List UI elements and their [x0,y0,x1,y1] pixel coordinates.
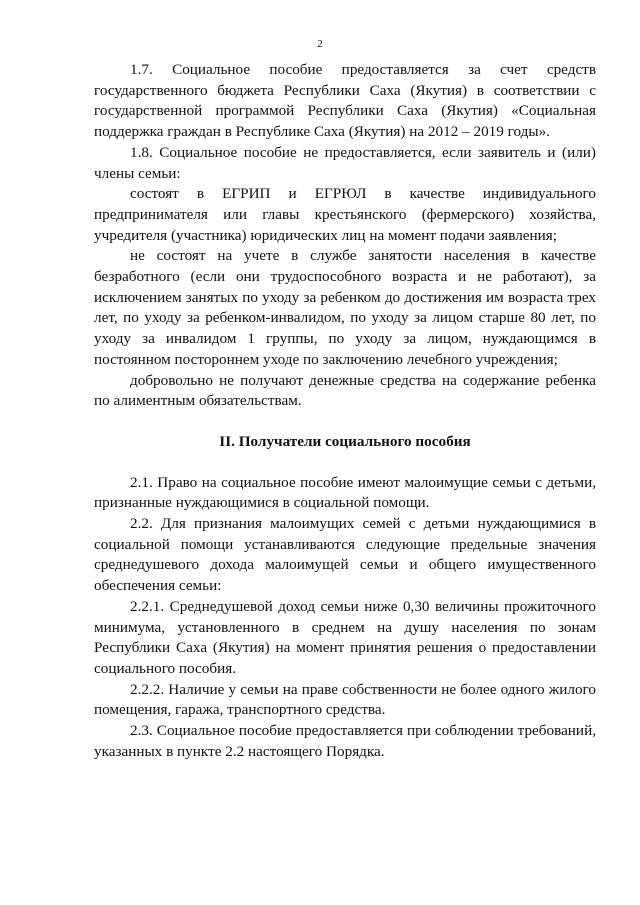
paragraph-1-8-alimony: добровольно не получают денежные средства на содержание ребенка по алиментным обязательствам. [94,371,596,410]
paragraph-2-2: 2.2. Для признания малоимущих семей с детьми нуждающимися в социальной помощи устанавливаются следующие предельные значения среднедушевого дохода малоимущей семьи и общего имущественного обеспечения семьи: [94,515,596,595]
section-2-heading: II. Получатели социального пособия [219,432,471,450]
paragraph-2-3: 2.3. Социальное пособие предоставляется при соблюдении требований, указанных в пункте 2.2 настоящего Порядка. [94,722,596,760]
page-number: 2 [317,38,323,50]
paragraph-1-8: 1.8. Социальное пособие не предоставляется, если заявитель и (или) члены семьи: [94,143,596,182]
document-body [94,60,596,763]
paragraph-2-2-2: 2.2.2. Наличие у семьи на праве собственности не более одного жилого помещения, гаража, транспортного средства. [94,680,596,719]
paragraph-1-8-egrip: состоят в ЕГРИП и ЕГРЮЛ в качестве индивидуального предпринимателя или главы крестьянского (фермерского) хозяйства, учредителя (участника) юридических лиц на момент подачи заявления; [94,185,596,244]
paragraph-1-8-employment: не состоят на учете в службе занятости населения в качестве безработного (если они трудоспособного возраста и не работают), за исключением занятых по уходу за ребенком до достижения им возраста трех лет, по уходу за ребенком-инвалидом, по уходу за лицом старше 80 лет, по уходу за инвалидом 1 группы, по уходу за лицом, нуждающимся в постоянном постороннем уходе по заключению лечебного учреждения; [94,247,596,368]
paragraph-2-2-1: 2.2.1. Среднедушевой доход семьи ниже 0,30 величины прожиточного минимума, установленного в среднем на душу населения по зонам Республики Саха (Якутия) на момент принятия решения о предоставлении социального пособия. [94,597,596,677]
paragraph-2-1: 2.1. Право на социальное пособие имеют малоимущие семьи с детьми, признанные нуждающимися в социальной помощи. [94,473,596,512]
paragraph-1-7: 1.7. Социальное пособие предоставляется за счет средств государственного бюджета Республики Саха (Якутия) в соответствии с государственной программой Республики Саха (Якутия) «Социальная поддержка граждан в Республике Саха (Якутия) на 2012 – 2019 годы». [94,61,596,141]
